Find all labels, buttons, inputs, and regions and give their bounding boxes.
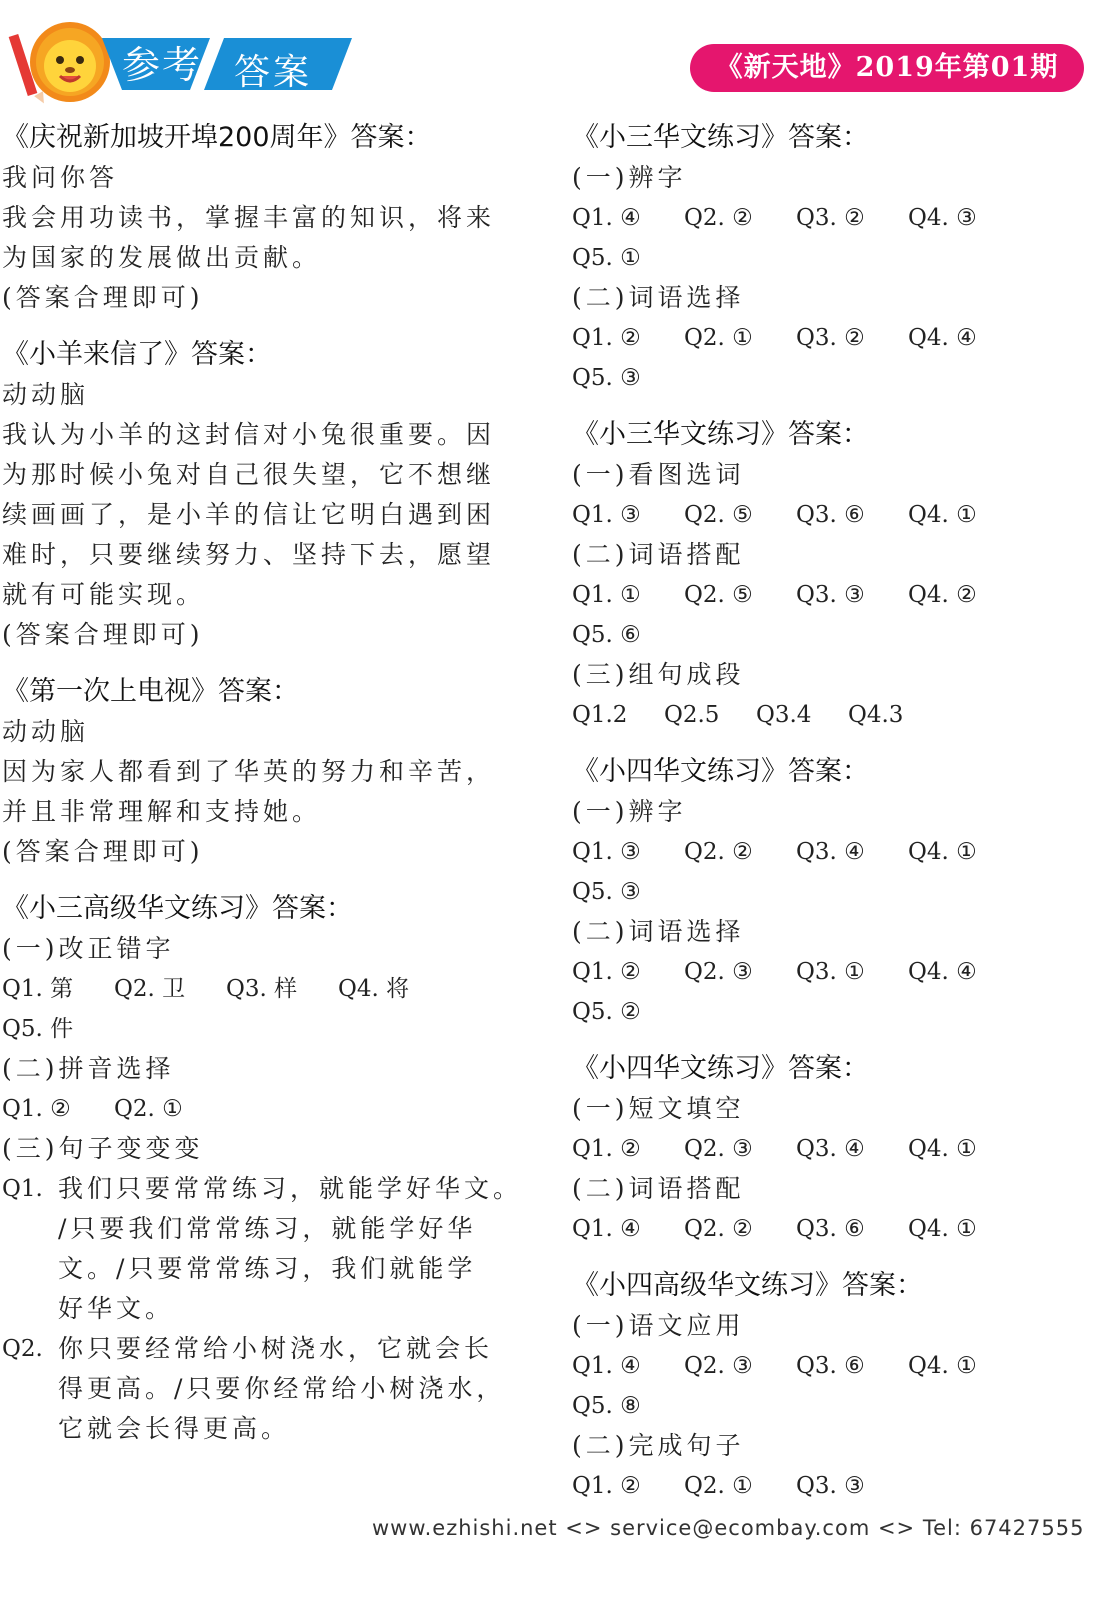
answer-row — [572, 1386, 1092, 1426]
answer-item: Q4. ④ — [908, 959, 977, 985]
answer-item: Q2. ⑤ — [684, 582, 753, 608]
part-label: (一)改正错字 — [2, 934, 175, 963]
section-title: 《小三高级华文练习》答案： — [2, 893, 353, 924]
answer-item: Q1. ② — [2, 1096, 71, 1122]
answer-item: Q3. ② — [796, 325, 865, 351]
answer-section — [572, 1266, 1092, 1506]
part-label: (三)组句成段 — [572, 660, 745, 689]
section-title: 《小四华文练习》答案： — [572, 1053, 869, 1084]
sentence-text: 你只要经常给小树浇水，它就会长 得更高。/只要你经常给小树浇水， 它就会长得更高。 — [58, 1334, 506, 1443]
answer-line: 难时，只要继续努力、坚持下去，愿望 — [2, 540, 496, 569]
answer-item: Q5. ① — [572, 245, 641, 271]
banner-label-answers: 答案 — [234, 52, 313, 93]
answer-row — [572, 318, 1092, 358]
answer-item: Q5. 件 — [2, 1016, 74, 1042]
answer-row — [572, 1209, 1092, 1249]
answer-item: Q4. ① — [908, 502, 977, 528]
answer-row — [572, 992, 1092, 1032]
answer-line: 我会用功读书，掌握丰富的知识，将来 — [2, 203, 496, 232]
answer-row — [572, 1466, 1092, 1506]
answer-item: Q5. ⑥ — [572, 622, 641, 648]
section-title: 《小羊来信了》答案： — [2, 339, 272, 370]
answer-row — [2, 969, 542, 1009]
answer-item: Q5. ⑧ — [572, 1393, 641, 1419]
answer-item: Q3.4 — [756, 702, 812, 728]
answer-item: Q3. ④ — [796, 839, 865, 865]
question-number: Q1. — [2, 1176, 43, 1202]
answer-section — [2, 672, 542, 872]
section-title: 《第一次上电视》答案： — [2, 676, 299, 707]
answer-line: 我认为小羊的这封信对小兔很重要。因 — [2, 420, 496, 449]
answer-line: 动动脑 — [2, 380, 90, 409]
answer-item: Q2. ③ — [684, 1136, 753, 1162]
answer-item: Q3. ⑥ — [796, 502, 865, 528]
answer-item: Q2. ③ — [684, 959, 753, 985]
answer-item: Q3. ⑥ — [796, 1353, 865, 1379]
answer-section — [572, 118, 1092, 398]
part-label: (二)词语搭配 — [572, 1174, 745, 1203]
answer-item: Q3. ③ — [796, 582, 865, 608]
part-label: (二)词语搭配 — [572, 540, 745, 569]
section-title: 《庆祝新加坡开埠200周年》答案： — [2, 122, 432, 153]
answer-item: Q4. ① — [908, 839, 977, 865]
answer-section — [572, 415, 1092, 735]
answer-line: (答案合理即可) — [2, 283, 204, 312]
answer-item: Q3. ② — [796, 205, 865, 231]
answer-row — [572, 952, 1092, 992]
part-label: (二)拼音选择 — [2, 1054, 175, 1083]
answer-item: Q4. ① — [908, 1216, 977, 1242]
answer-item: Q2. ① — [684, 1473, 753, 1499]
banner-label-reference: 参考 — [122, 43, 203, 87]
question-number: Q2. — [2, 1336, 43, 1362]
answer-item: Q1. ② — [572, 1136, 641, 1162]
answer-item: Q2. ⑤ — [684, 502, 753, 528]
issue-label: 《新天地》2019年第01期 — [690, 44, 1084, 92]
answer-row — [572, 872, 1092, 912]
answer-item: Q2. 卫 — [114, 976, 186, 1002]
answer-item: Q2. ① — [114, 1096, 183, 1122]
answer-item: Q4.3 — [848, 702, 904, 728]
answer-item: Q4. ① — [908, 1136, 977, 1162]
section-title: 《小四华文练习》答案： — [572, 756, 869, 787]
answer-item: Q1. ② — [572, 325, 641, 351]
answer-line: (答案合理即可) — [2, 620, 204, 649]
section-title: 《小三华文练习》答案： — [572, 122, 869, 153]
answer-item: Q5. ② — [572, 999, 641, 1025]
answer-row — [572, 695, 1092, 735]
answer-section — [2, 889, 542, 1449]
part-label: (一)辨字 — [572, 163, 687, 192]
answer-item: Q2. ③ — [684, 1353, 753, 1379]
answer-item: Q5. ③ — [572, 365, 641, 391]
sentence-answer — [2, 1329, 542, 1449]
answer-row — [572, 358, 1092, 398]
answer-item: Q2. ② — [684, 1216, 753, 1242]
answer-item: Q3. 样 — [226, 976, 298, 1002]
answer-item: Q1. ① — [572, 582, 641, 608]
answer-item: Q3. ③ — [796, 1473, 865, 1499]
answer-row — [572, 832, 1092, 872]
answer-item: Q3. ④ — [796, 1136, 865, 1162]
answer-item: Q1. ③ — [572, 839, 641, 865]
answer-line: (答案合理即可) — [2, 837, 204, 866]
answer-section — [572, 1049, 1092, 1249]
answer-line: 我问你答 — [2, 163, 119, 192]
answer-item: Q4. ④ — [908, 325, 977, 351]
answer-line: 为那时候小兔对自己很失望，它不想继 — [2, 460, 496, 489]
answer-item: Q2. ② — [684, 205, 753, 231]
answer-item: Q2.5 — [664, 702, 720, 728]
answer-item: Q1. ③ — [572, 502, 641, 528]
answer-line: 并且非常理解和支持她。 — [2, 797, 322, 826]
answer-item: Q4. 将 — [338, 976, 410, 1002]
part-label: (一)看图选词 — [572, 460, 745, 489]
answer-row — [2, 1089, 542, 1129]
answer-row — [572, 575, 1092, 615]
answer-row — [2, 1009, 542, 1049]
answer-item: Q1. 第 — [2, 976, 74, 1002]
answer-line: 续画画了，是小羊的信让它明白遇到困 — [2, 500, 496, 529]
answer-row — [572, 615, 1092, 655]
answer-section — [572, 752, 1092, 1032]
answer-item: Q1.2 — [572, 702, 628, 728]
part-label: (一)短文填空 — [572, 1094, 745, 1123]
answer-line: 为国家的发展做出贡献。 — [2, 243, 322, 272]
answer-item: Q5. ③ — [572, 879, 641, 905]
section-title: 《小四高级华文练习》答案： — [572, 1270, 923, 1301]
part-label: (一)辨字 — [572, 797, 687, 826]
answer-line: 因为家人都看到了华英的努力和辛苦， — [2, 757, 496, 786]
answer-item: Q4. ② — [908, 582, 977, 608]
section-title: 《小三华文练习》答案： — [572, 419, 869, 450]
part-label: (三)句子变变变 — [2, 1134, 204, 1163]
answer-item: Q1. ② — [572, 959, 641, 985]
footer-contact: www.ezhishi.net <> service@ecombay.com <> Tel: 67427555 — [372, 1516, 1085, 1540]
lion-face — [44, 40, 96, 92]
answer-item: Q1. ② — [572, 1473, 641, 1499]
sentence-answer — [2, 1169, 542, 1329]
answer-item: Q4. ① — [908, 1353, 977, 1379]
answer-row — [572, 1129, 1092, 1169]
part-label: (二)词语选择 — [572, 283, 745, 312]
answer-item: Q3. ① — [796, 959, 865, 985]
answer-item: Q4. ③ — [908, 205, 977, 231]
answer-item: Q2. ① — [684, 325, 753, 351]
answer-item: Q1. ④ — [572, 1216, 641, 1242]
answer-row — [572, 238, 1092, 278]
answer-line: 动动脑 — [2, 717, 90, 746]
answer-line: 就有可能实现。 — [2, 580, 206, 609]
answer-row — [572, 198, 1092, 238]
part-label: (二)完成句子 — [572, 1431, 745, 1460]
left-column — [2, 118, 542, 1466]
answer-item: Q2. ② — [684, 839, 753, 865]
answer-item: Q1. ④ — [572, 205, 641, 231]
right-column — [572, 118, 1092, 1523]
answer-item: Q3. ⑥ — [796, 1216, 865, 1242]
answer-section — [2, 118, 542, 318]
part-label: (二)词语选择 — [572, 917, 745, 946]
part-label: (一)语文应用 — [572, 1311, 745, 1340]
answer-row — [572, 1346, 1092, 1386]
answer-item: Q1. ④ — [572, 1353, 641, 1379]
sentence-text: 我们只要常常练习，就能学好华文。 /只要我们常常练习，就能学好华 文。/只要常常练习，我们就能学 好华文。 — [58, 1174, 523, 1323]
answer-row — [572, 495, 1092, 535]
answer-section — [2, 335, 542, 655]
